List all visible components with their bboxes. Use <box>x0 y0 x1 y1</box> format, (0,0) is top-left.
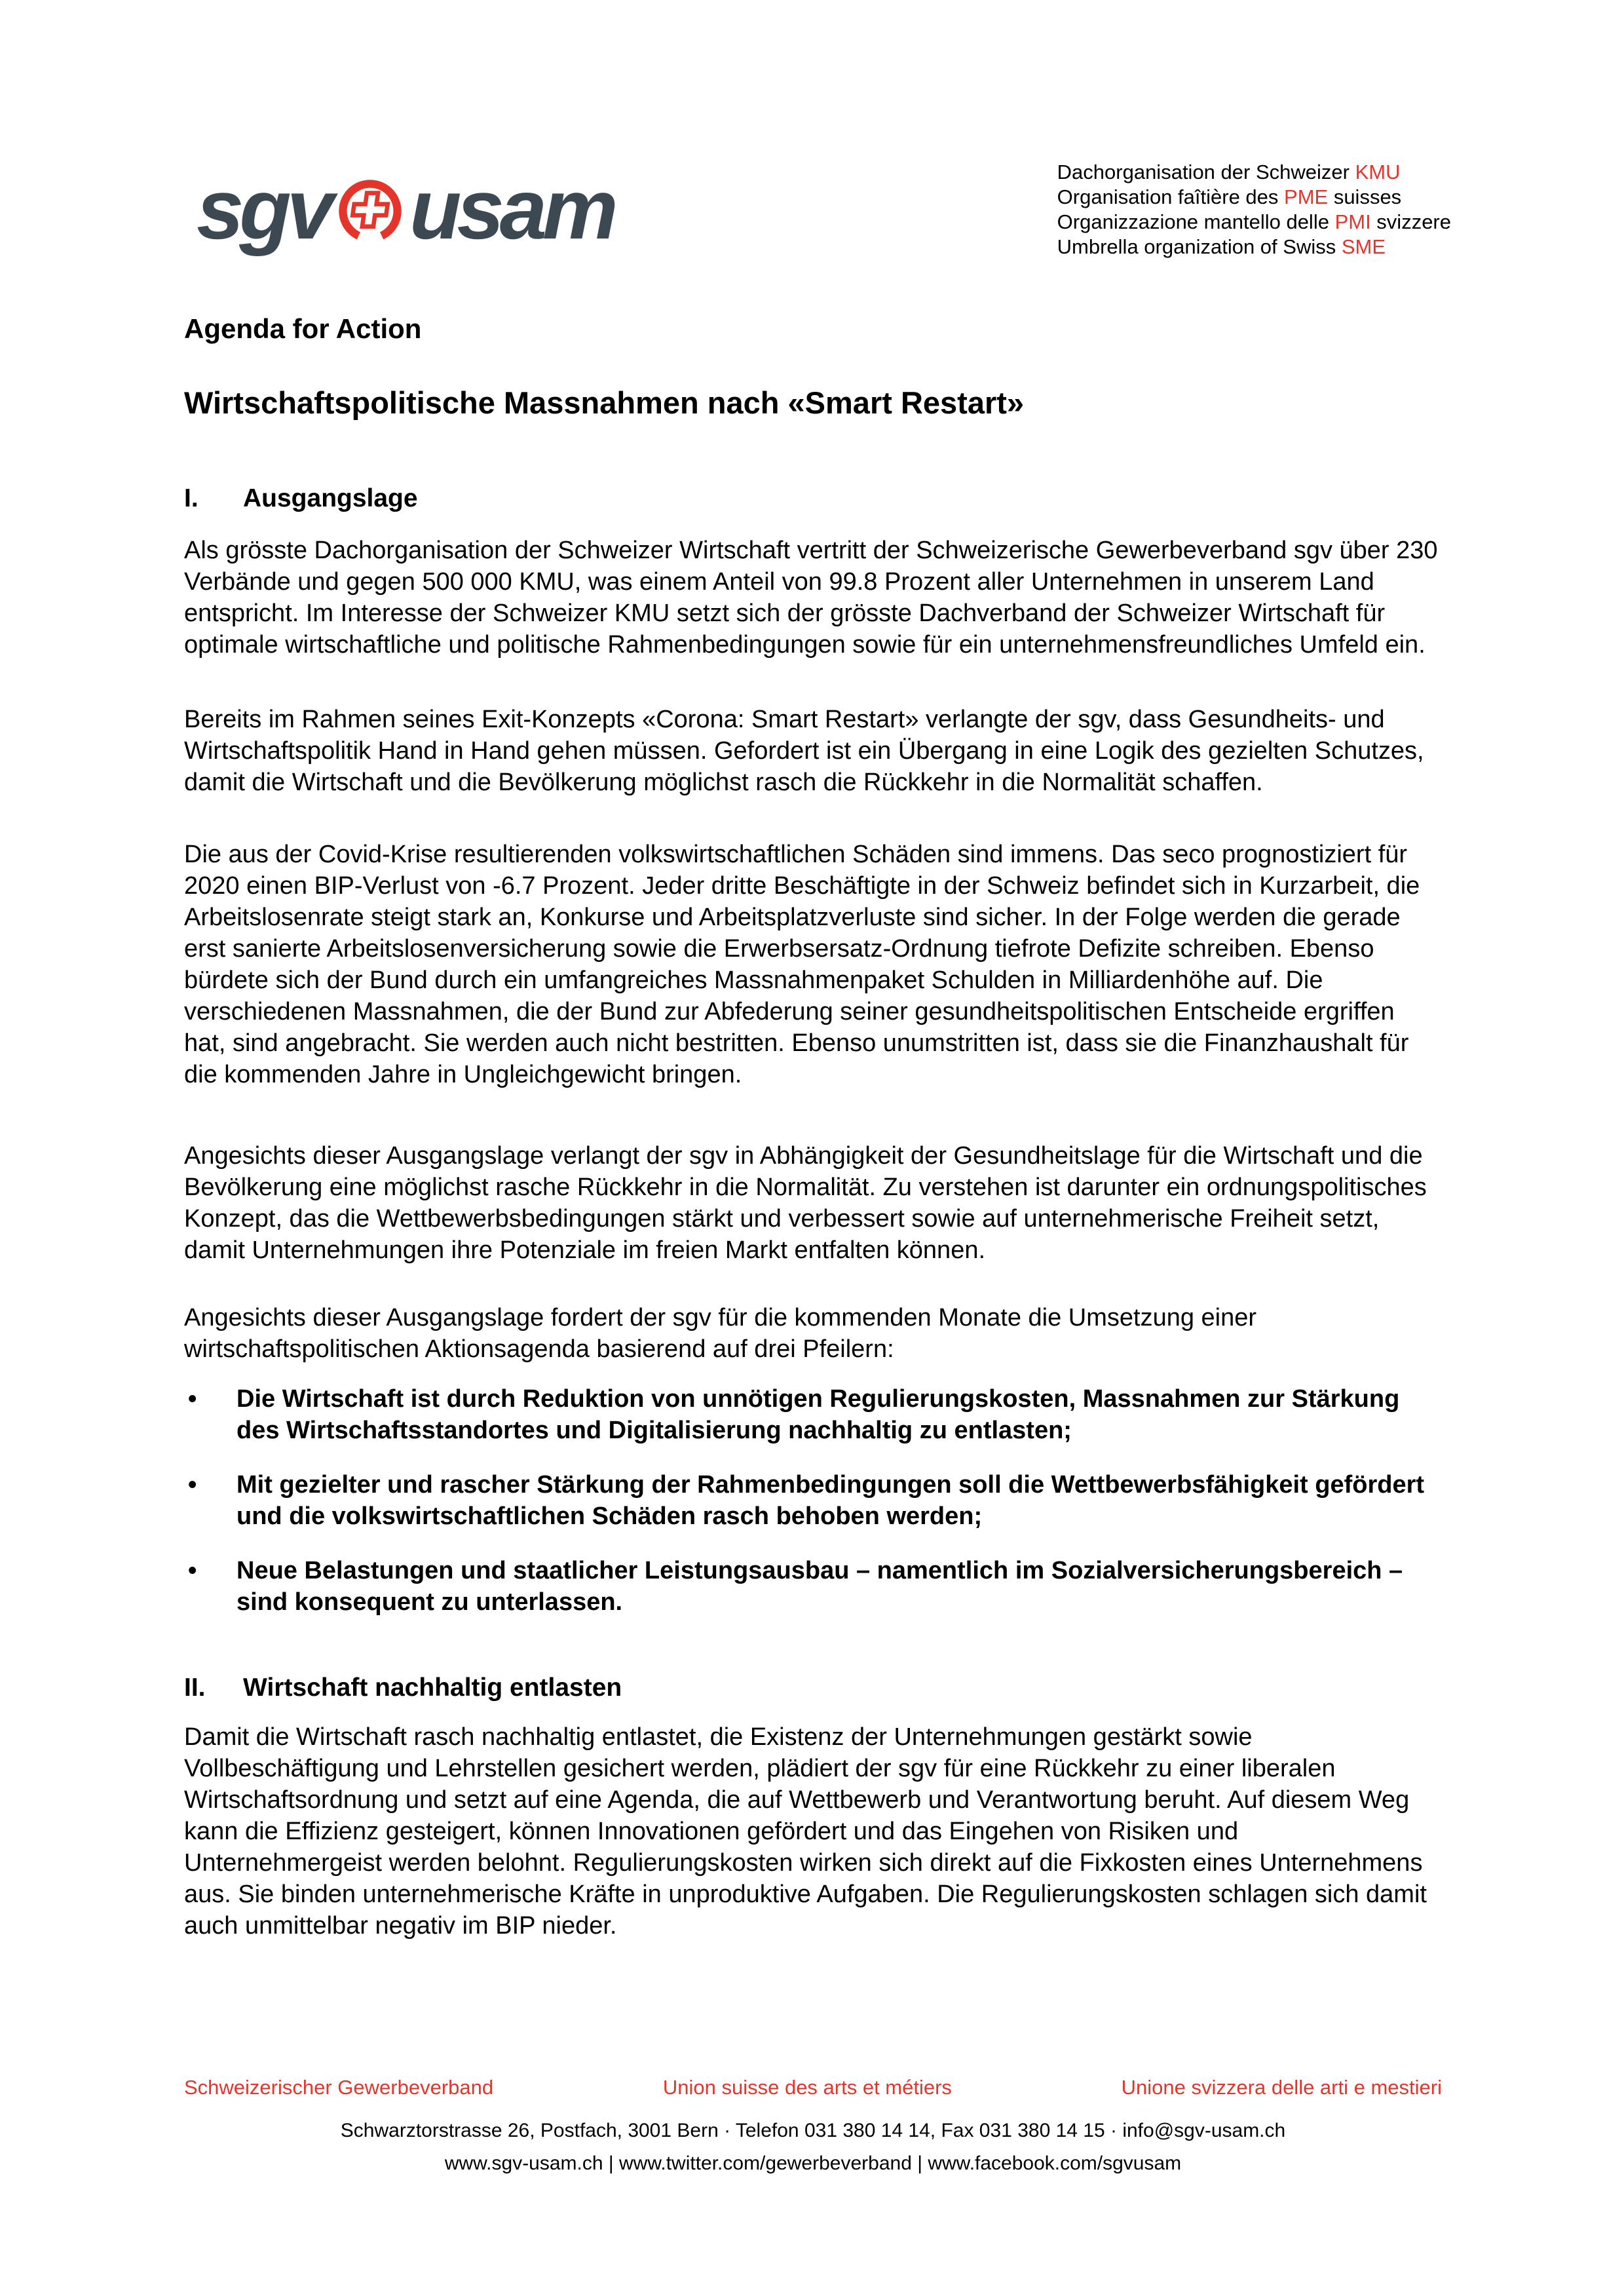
list-item <box>184 1469 1442 1532</box>
org-line-highlight: PME <box>1284 185 1329 208</box>
letterhead <box>197 156 1451 263</box>
org-line-italian <box>1057 210 1451 235</box>
bullet-icon: • <box>188 1385 197 1413</box>
document-subtitle: Wirtschaftspolitische Massnahmen nach «Smart Restart» <box>184 385 1025 420</box>
section-title: Ausgangslage <box>243 484 418 512</box>
paragraph: Die aus der Covid-Krise resultierenden volkswirtschaftlichen Schäden sind immens. Das seco prognostiziert für 2020 einen BIP-Verlust von -6.7 Prozent. Jeder dritte Beschäftigte in der Schweiz befindet sich in Kurzarbeit, die Arbeitslosenrate steigt stark an, Konkurse und Arbeitsplatzverluste sind sicher. In der Folge werden die gerade erst sanierte Arbeitslosenversicherung sowie die Erwerbsersatz-Ordnung tiefrote Defizite schreiben. Ebenso bürdete sich der Bund durch ein umfangreiches Massnahmenpaket Schulden in Milliardenhöhe auf. Die verschiedenen Massnahmen, die der Bund zur Abfederung seiner gesundheitspolitischen Entscheide ergriffen hat, sind angebracht. Sie werden auch nicht bestritten. Ebenso unumstritten ist, dass sie die Finanzhaushalt für die kommenden Jahre in Ungleichgewicht bringen. <box>184 841 1420 1088</box>
org-line-highlight: KMU <box>1355 161 1401 183</box>
paragraph: Angesichts dieser Ausgangslage verlangt der sgv in Abhängigkeit der Gesundheitslage für die Wirtschaft und die Bevölkerung eine möglichst rasche Rückkehr in die Normalität. Zu verstehen ist darunter ein ordnungspolitisches Konzept, das die Wettbewerbsbedingungen stärkt und verbessert sowie auf unternehmerische Freiheit setzt, damit Unternehmungen ihre Potenziale im freien Markt entfalten können. <box>184 1142 1427 1264</box>
list-item-text: Mit gezielter und rascher Stärkung der Rahmenbedingungen soll die Wettbewerbsfähigkeit gefördert und die volkswirtschaftlichen Schäden rasch behoben werden; <box>236 1471 1425 1530</box>
section-heading-1 <box>184 484 1442 514</box>
bullet-icon: • <box>188 1557 197 1584</box>
sgv-usam-logo <box>197 156 614 263</box>
org-line-english <box>1057 235 1451 259</box>
list-item-text: Die Wirtschaft ist durch Reduktion von unnötigen Regulierungskosten, Massnahmen zur Stärkung des Wirtschaftsstandortes und Digitalisierung nachhaltig zu entlasten; <box>236 1385 1400 1444</box>
org-line-highlight: PMI <box>1334 210 1371 233</box>
swiss-cross-ring-icon <box>336 175 404 247</box>
logo-text-usam: usam <box>409 161 614 257</box>
section-number: I. <box>184 484 198 512</box>
footer-address-line: Schwarztorstrasse 26, Postfach, 3001 Bern · Telefon 031 380 14 14, Fax 031 380 14 15 · info@sgv-usam.ch <box>340 2120 1286 2141</box>
footer-org-name-german: Schweizerischer Gewerbeverband <box>184 2076 494 2099</box>
footer-org-names <box>184 2076 1442 2099</box>
list-item-text: Neue Belastungen und staatlicher Leistungsausbau – namentlich im Sozialversicherungsbereich – sind konsequent zu unterlassen. <box>236 1557 1403 1616</box>
section-number: II. <box>184 1674 206 1702</box>
paragraph: Damit die Wirtschaft rasch nachhaltig entlastet, die Existenz der Unternehmungen gestärkt sowie Vollbeschäftigung und Lehrstellen gesichert werden, plädiert der sgv für eine Rückkehr zu einer liberalen Wirtschaftsordnung und setzt auf eine Agenda, die auf Wettbewerb und Verantwortung beruht. Auf diesem Weg kann die Effizienz gesteigert, können Innovationen gefördert und das Eingehen von Risiken und Unternehmergeist werden belohnt. Regulierungskosten wirken sich direkt auf die Fixkosten eines Unternehmens aus. Sie binden unternehmerische Kräfte in unproduktive Aufgaben. Die Regulierungskosten schlagen sich damit auch unmittelbar negativ im BIP nieder. <box>184 1723 1427 1940</box>
footer-org-name-italian: Unione svizzera delle arti e mestieri <box>1121 2076 1442 2099</box>
document-footer <box>184 2076 1442 2175</box>
org-line-highlight: SME <box>1341 235 1386 258</box>
paragraph: Angesichts dieser Ausgangslage fordert der sgv für die kommenden Monate die Umsetzung einer wirtschaftspolitischen Aktionsagenda basierend auf drei Pfeilern: <box>184 1304 1257 1363</box>
list-item <box>184 1555 1442 1618</box>
paragraph: Als grösste Dachorganisation der Schweizer Wirtschaft vertritt der Schweizerische Gewerbeverband sgv über 230 Verbände und gegen 500 000 KMU, was einem Anteil von 99.8 Prozent aller Unternehmen in unserem Land entspricht. Im Interesse der Schweizer KMU setzt sich der grösste Dachverband der Schweizer Wirtschaft für optimale wirtschaftliche und politische Rahmenbedingungen sowie für ein unternehmensfreundliches Umfeld ein. <box>184 537 1438 659</box>
footer-web-line: www.sgv-usam.ch | www.twitter.com/gewerbeverband | www.facebook.com/sgvusam <box>444 2152 1182 2174</box>
logo-text-sgv: sgv <box>197 161 330 257</box>
bullet-icon: • <box>188 1471 197 1499</box>
organization-descriptions <box>1057 156 1451 259</box>
org-line-text: Organizzazione mantello delle <box>1057 210 1335 233</box>
org-line-text: Dachorganisation der Schweizer <box>1057 161 1355 183</box>
org-line-french <box>1057 185 1451 210</box>
org-line-text: Umbrella organization of Swiss <box>1057 235 1342 258</box>
org-line-suffix: suisses <box>1328 185 1402 208</box>
paragraph: Bereits im Rahmen seines Exit-Konzepts «Corona: Smart Restart» verlangte der sgv, dass Gesundheits- und Wirtschaftspolitik Hand in Hand gehen müssen. Gefordert ist ein Übergang in eine Logik des gezielten Schutzes, damit die Wirtschaft und die Bevölkerung möglichst rasch die Rückkehr in die Normalität schaffen. <box>184 706 1424 796</box>
list-item <box>184 1383 1442 1446</box>
pillars-list <box>184 1383 1442 1618</box>
org-line-text: Organisation faîtière des <box>1057 185 1285 208</box>
document-title: Agenda for Action <box>184 313 422 344</box>
section-heading-2 <box>184 1673 1442 1703</box>
section-title: Wirtschaft nachhaltig entlasten <box>243 1674 622 1702</box>
org-line-german <box>1057 160 1451 185</box>
document-body <box>184 313 1442 1942</box>
footer-org-name-french: Union suisse des arts et métiers <box>662 2076 952 2099</box>
org-line-suffix: svizzere <box>1370 210 1451 233</box>
